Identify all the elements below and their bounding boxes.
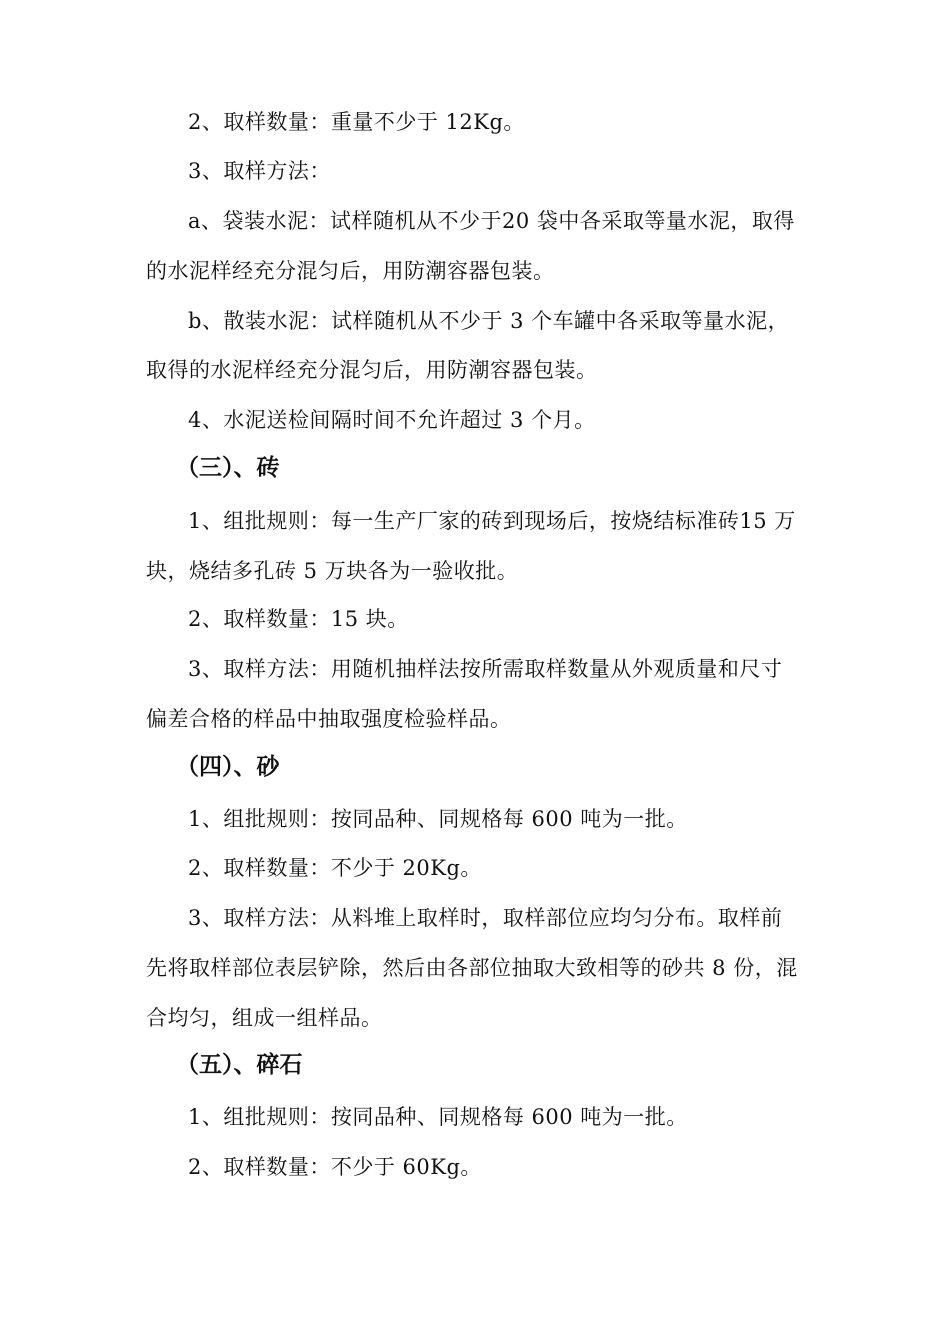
sand-sample-method-line-1: 3、取样方法：从料堆上取样时，取样部位应均匀分布。取样前 — [188, 906, 783, 930]
sample-method-cement: 3、取样方法： — [188, 159, 331, 183]
brick-sample-method-line-1: 3、取样方法：用随机抽样法按所需取样数量从外观质量和尺寸 — [188, 657, 783, 681]
gravel-sample-quantity: 2、取样数量：不少于 60Kg。 — [188, 1155, 482, 1179]
section-heading-sand: （四）、砂 — [176, 753, 280, 780]
sand-batch-rule: 1、组批规则：按同品种、同规格每 600 吨为一批。 — [188, 807, 688, 831]
cement-interval: 4、水泥送检间隔时间不允许超过 3 个月。 — [188, 408, 596, 432]
sand-sample-quantity: 2、取样数量：不少于 20Kg。 — [188, 856, 482, 880]
sand-sample-method-line-3: 合均匀，组成一组样品。 — [146, 1006, 383, 1030]
bulk-cement-line-1: b、散装水泥：试样随机从不少于 3 个车罐中各采取等量水泥， — [188, 309, 790, 333]
bagged-cement-line-1: a、袋装水泥：试样随机从不少于20 袋中各采取等量水泥，取得 — [188, 209, 795, 233]
brick-sample-quantity: 2、取样数量：15 块。 — [188, 607, 409, 631]
sand-sample-method-line-2: 先将取样部位表层铲除，然后由各部位抽取大致相等的砂共 8 份，混 — [146, 956, 798, 980]
brick-batch-rule-line-2: 块，烧结多孔砖 5 万块各为一验收批。 — [146, 559, 519, 583]
sample-quantity-cement: 2、取样数量：重量不少于 12Kg。 — [188, 110, 525, 134]
gravel-batch-rule: 1、组批规则：按同品种、同规格每 600 吨为一批。 — [188, 1105, 688, 1129]
section-heading-gravel: （五）、碎石 — [176, 1051, 303, 1078]
brick-sample-method-line-2: 偏差合格的样品中抽取强度检验样品。 — [146, 707, 512, 731]
brick-batch-rule-line-1: 1、组批规则：每一生产厂家的砖到现场后，按烧结标准砖15 万 — [188, 509, 796, 533]
bulk-cement-line-2: 取得的水泥样经充分混匀后，用防潮容器包装。 — [146, 358, 598, 382]
bagged-cement-line-2: 的水泥样经充分混匀后，用防潮容器包装。 — [146, 259, 555, 283]
section-heading-brick: （三）、砖 — [176, 454, 280, 481]
